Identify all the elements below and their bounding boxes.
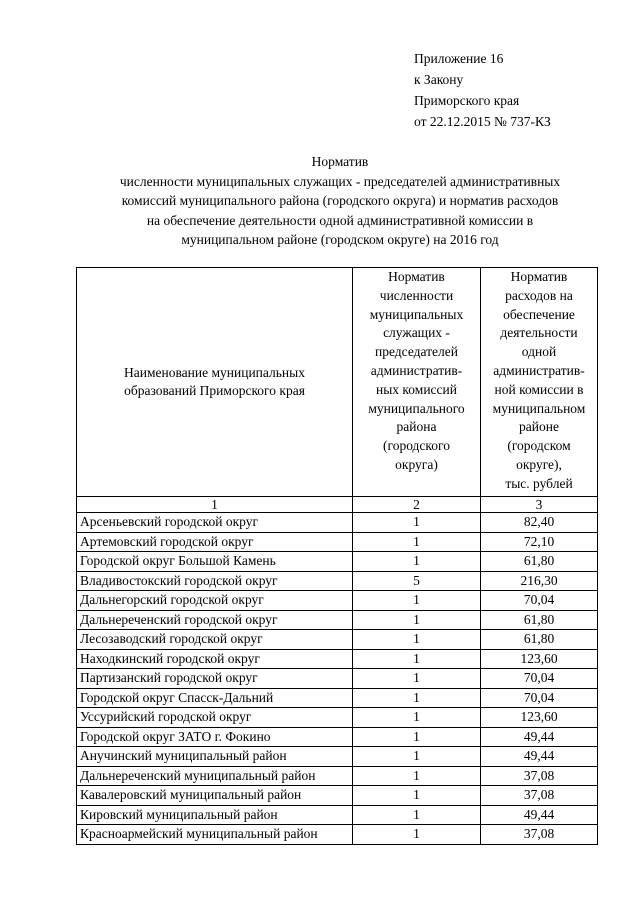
expense-normative-cell: 37,08: [481, 766, 598, 786]
table-row: [77, 532, 598, 552]
staff-normative-cell: 1: [353, 532, 481, 552]
table-row: [77, 669, 598, 689]
header-line: образований Приморского края: [124, 383, 305, 398]
table-row: [77, 786, 598, 806]
header-line: административ-: [370, 362, 463, 378]
municipality-name-cell: Уссурийский городской округ: [77, 708, 353, 728]
table-row: [77, 727, 598, 747]
header-line: расходов на: [505, 287, 573, 303]
municipality-name-cell: Артемовский городской округ: [77, 532, 353, 552]
expense-normative-cell: 49,44: [481, 747, 598, 767]
municipality-name-cell: Дальнереченский городской округ: [77, 610, 353, 630]
header-line: обеспечение: [503, 306, 575, 322]
header-line: Наименование муниципальных: [124, 365, 305, 380]
expense-normative-cell: 82,40: [481, 513, 598, 533]
staff-normative-cell: 1: [353, 610, 481, 630]
expense-normative-cell: 37,08: [481, 786, 598, 806]
header-line: муниципальном: [492, 400, 586, 416]
header-line: ных комиссий: [376, 381, 457, 397]
header-line: округа): [395, 456, 438, 472]
table-row: [77, 766, 598, 786]
table-row: [77, 610, 598, 630]
title-line-4: на обеспечение деятельности одной административной комиссии в: [146, 212, 534, 228]
municipality-name-cell: Кировский муниципальный район: [77, 805, 353, 825]
municipality-name-cell: Городской округ Большой Камень: [77, 552, 353, 572]
table-body: [77, 513, 598, 845]
title-line-5: муниципальном районе (городском округе) на 2016 год: [181, 232, 499, 247]
staff-normative-cell: 1: [353, 805, 481, 825]
appendix-number: Приложение 16: [414, 51, 504, 66]
staff-normative-cell: 1: [353, 766, 481, 786]
normative-table: [76, 267, 598, 845]
expense-normative-cell: 49,44: [481, 727, 598, 747]
header-line: (городского: [383, 438, 450, 454]
municipality-name-cell: Кавалеровский муниципальный район: [77, 786, 353, 806]
document-title: [40, 152, 640, 250]
expense-normative-cell: 72,10: [481, 532, 598, 552]
header-line: одной: [521, 344, 557, 360]
staff-normative-cell: 1: [353, 688, 481, 708]
header-line: председателей: [375, 344, 458, 360]
expense-normative-cell: 70,04: [481, 688, 598, 708]
table-row: [77, 552, 598, 572]
title-line-1: Норматив: [311, 154, 369, 169]
table-row: [77, 688, 598, 708]
appendix-note: [414, 48, 551, 132]
expense-normative-cell: 70,04: [481, 669, 598, 689]
table-row: [77, 825, 598, 845]
table-row: [77, 805, 598, 825]
header-municipality-name: [77, 268, 353, 497]
expense-normative-cell: 37,08: [481, 825, 598, 845]
municipality-name-cell: Партизанский городской округ: [77, 669, 353, 689]
table-row: [77, 747, 598, 767]
column-number-row: [77, 497, 598, 513]
table-row: [77, 630, 598, 650]
header-line: ной комиссии в: [494, 381, 584, 397]
header-line: служащих -: [383, 325, 450, 341]
header-line: тыс. рублей: [505, 475, 573, 491]
staff-normative-cell: 1: [353, 825, 481, 845]
staff-normative-cell: 1: [353, 727, 481, 747]
staff-normative-cell: 1: [353, 630, 481, 650]
table-row: [77, 649, 598, 669]
appendix-region: Приморского края: [414, 93, 520, 108]
column-number-2: 2: [353, 497, 481, 513]
header-expense-normative: [481, 268, 598, 497]
header-line: округе),: [516, 456, 562, 472]
staff-normative-cell: 1: [353, 649, 481, 669]
appendix-law-ref: к Закону: [414, 72, 464, 87]
municipality-name-cell: Анучинский муниципальный район: [77, 747, 353, 767]
expense-normative-cell: 61,80: [481, 630, 598, 650]
header-line: численности: [379, 287, 454, 303]
municipality-name-cell: Городской округ ЗАТО г. Фокино: [77, 727, 353, 747]
staff-normative-cell: 1: [353, 786, 481, 806]
table-row: [77, 708, 598, 728]
municipality-name-cell: Дальнегорский городской округ: [77, 591, 353, 611]
header-line: муниципального: [368, 400, 465, 416]
staff-normative-cell: 1: [353, 747, 481, 767]
table-row: [77, 591, 598, 611]
header-line: (городском: [507, 438, 571, 454]
table-row: [77, 571, 598, 591]
staff-normative-cell: 1: [353, 552, 481, 572]
staff-normative-cell: 1: [353, 669, 481, 689]
title-line-3: комиссий муниципального района (городского округа) и норматив расходов: [121, 193, 559, 208]
municipality-name-cell: Городской округ Спасск-Дальний: [77, 688, 353, 708]
header-line: районе: [519, 419, 559, 435]
staff-normative-cell: 1: [353, 708, 481, 728]
header-line: муниципальных: [369, 306, 464, 322]
municipality-name-cell: Владивостокский городской округ: [77, 571, 353, 591]
municipality-name-cell: Находкинский городской округ: [77, 649, 353, 669]
title-line-2: численности муниципальных служащих - председателей административных: [119, 173, 561, 189]
expense-normative-cell: 61,80: [481, 552, 598, 572]
column-number-3: 3: [481, 497, 598, 513]
header-line: деятельности: [500, 325, 578, 341]
staff-normative-cell: 5: [353, 571, 481, 591]
header-line: Норматив: [510, 269, 568, 284]
expense-normative-cell: 123,60: [481, 649, 598, 669]
municipality-name-cell: Арсеньевский городской округ: [77, 513, 353, 533]
municipality-name-cell: Дальнереченский муниципальный район: [77, 766, 353, 786]
header-line: Норматив: [388, 269, 445, 284]
expense-normative-cell: 123,60: [481, 708, 598, 728]
expense-normative-cell: 216,30: [481, 571, 598, 591]
expense-normative-cell: 70,04: [481, 591, 598, 611]
expense-normative-cell: 61,80: [481, 610, 598, 630]
column-number-1: 1: [77, 497, 353, 513]
staff-normative-cell: 1: [353, 591, 481, 611]
table-header-row: [77, 268, 598, 497]
municipality-name-cell: Красноармейский муниципальный район: [77, 825, 353, 845]
appendix-date: от 22.12.2015 № 737-КЗ: [414, 114, 551, 129]
header-line: административ-: [493, 362, 585, 378]
header-line: района: [396, 419, 437, 435]
header-staff-normative: [353, 268, 481, 497]
expense-normative-cell: 49,44: [481, 805, 598, 825]
table-row: [77, 513, 598, 533]
staff-normative-cell: 1: [353, 513, 481, 533]
municipality-name-cell: Лесозаводский городской округ: [77, 630, 353, 650]
